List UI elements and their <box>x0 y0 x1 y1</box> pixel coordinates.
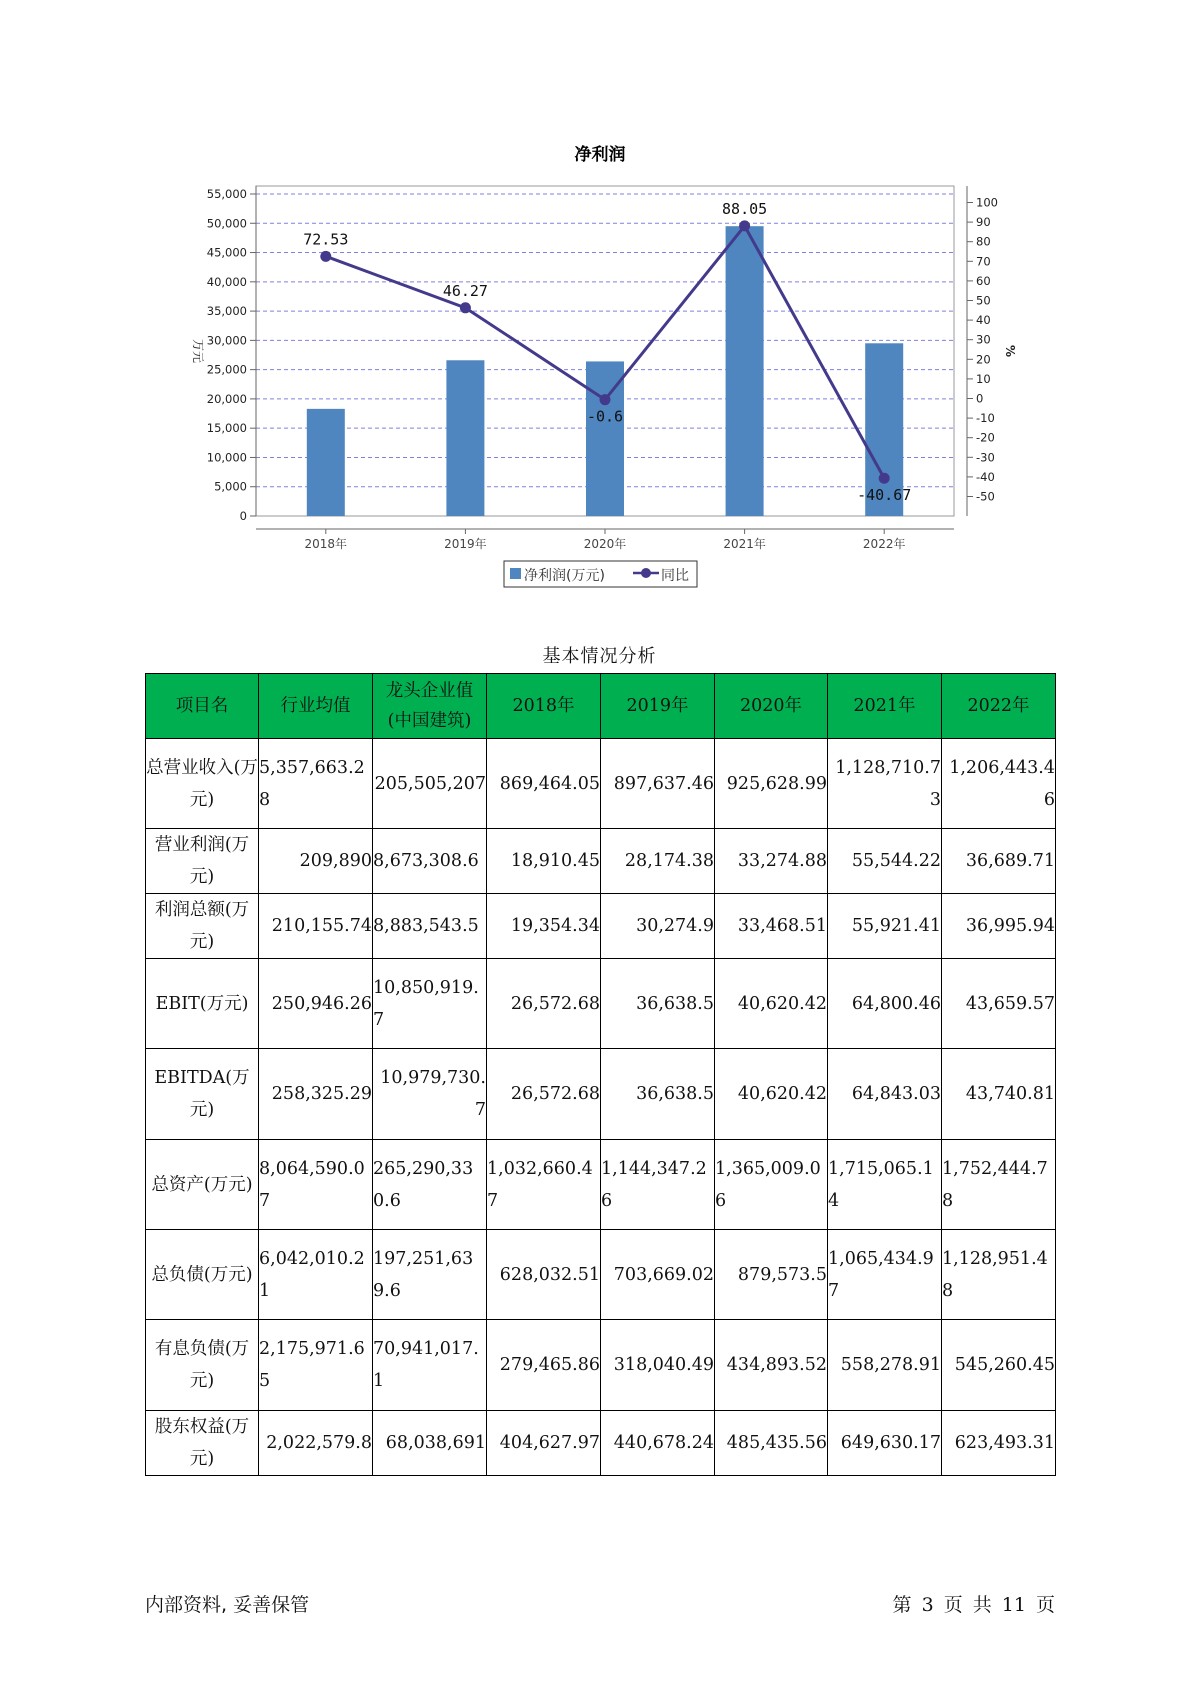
row-value-cell: 40,620.42 <box>715 1049 828 1140</box>
row-value-cell: 40,620.42 <box>715 959 828 1049</box>
row-value-cell: 19,354.34 <box>487 894 601 959</box>
x-tick-label: 2021年 <box>723 537 766 551</box>
row-item-name: 总负债(万元) <box>146 1230 259 1320</box>
row-item-name: 总营业收入(万元) <box>146 739 259 829</box>
net-profit-chart <box>0 0 1191 600</box>
row-item-name: EBITDA(万元) <box>146 1049 259 1140</box>
row-value-cell: 2,175,971.65 <box>259 1320 373 1411</box>
bar-2021年 <box>726 226 764 516</box>
table-row <box>146 1140 1056 1230</box>
table-row <box>146 1049 1056 1140</box>
row-value-cell: 628,032.51 <box>487 1230 601 1320</box>
row-value-cell: 33,468.51 <box>715 894 828 959</box>
y-tick-label: 0 <box>239 509 247 523</box>
row-value-cell: 64,843.03 <box>828 1049 942 1140</box>
y-tick-label: 55,000 <box>206 187 247 201</box>
legend-line-label: 同比 <box>661 568 689 584</box>
y2-tick-label: 10 <box>976 371 991 386</box>
yoy-point-2019年 <box>460 302 471 313</box>
footer-page-number: 第 3 页 共 11 页 <box>892 1594 1055 1616</box>
y2-tick-label: 30 <box>976 332 991 347</box>
header-leader-line2: (中国建筑) <box>387 711 472 731</box>
row-value-cell: 440,678.24 <box>601 1411 715 1476</box>
header-industry-avg: 行业均值 <box>259 674 373 739</box>
y-tick-label: 20,000 <box>206 391 247 406</box>
table-row <box>146 1320 1056 1411</box>
x-tick-label: 2018年 <box>304 537 348 551</box>
yoy-data-label: -40.67 <box>857 486 912 505</box>
yoy-point-2020年 <box>600 394 611 405</box>
header-2022: 2022年 <box>942 674 1056 739</box>
row-item-name: 利润总额(万元) <box>146 894 259 959</box>
y2-tick-label: 60 <box>976 273 991 288</box>
row-value-cell: 68,038,691 <box>373 1411 487 1476</box>
bar-2019年 <box>446 360 484 516</box>
header-leader-value <box>373 674 487 739</box>
row-value-cell: 925,628.99 <box>715 739 828 829</box>
row-value-cell: 404,627.97 <box>487 1411 601 1476</box>
row-value-cell: 43,659.57 <box>942 959 1056 1049</box>
row-value-cell: 36,638.5 <box>601 959 715 1049</box>
table-row <box>146 894 1056 959</box>
row-value-cell: 5,357,663.28 <box>259 739 373 829</box>
row-value-cell: 1,128,951.48 <box>942 1230 1056 1320</box>
x-tick-label: 2022年 <box>862 537 906 551</box>
row-value-cell: 265,290,330.6 <box>373 1140 487 1230</box>
row-value-cell: 897,637.46 <box>601 739 715 829</box>
y-tick-label: 30,000 <box>206 333 247 348</box>
y2-tick-label: -30 <box>976 450 995 465</box>
row-item-name: 总资产(万元) <box>146 1140 259 1230</box>
y2-axis-title: % <box>1003 344 1017 358</box>
y-tick-label: 50,000 <box>206 216 247 231</box>
row-value-cell: 18,910.45 <box>487 829 601 894</box>
row-value-cell: 209,890 <box>259 829 373 894</box>
row-item-name: 营业利润(万元) <box>146 829 259 894</box>
table-row <box>146 959 1056 1049</box>
table-row <box>146 1411 1056 1476</box>
header-item-name: 项目名 <box>146 674 259 739</box>
row-value-cell: 649,630.17 <box>828 1411 942 1476</box>
legend-bar-swatch <box>510 568 521 579</box>
row-value-cell: 10,979,730.7 <box>373 1049 487 1140</box>
y2-tick-label: 90 <box>976 215 991 230</box>
row-value-cell: 26,572.68 <box>487 959 601 1049</box>
row-value-cell: 1,715,065.14 <box>828 1140 942 1230</box>
y2-tick-label: 100 <box>976 195 998 210</box>
y-tick-label: 40,000 <box>206 274 247 289</box>
bar-series <box>307 226 903 516</box>
y-tick-label: 10,000 <box>206 450 247 465</box>
row-value-cell: 2,022,579.8 <box>259 1411 373 1476</box>
y2-tick-label: 20 <box>976 352 991 367</box>
row-value-cell: 879,573.5 <box>715 1230 828 1320</box>
row-value-cell: 10,850,919.7 <box>373 959 487 1049</box>
header-2018: 2018年 <box>487 674 601 739</box>
x-tick-label: 2020年 <box>583 537 627 551</box>
row-value-cell: 30,274.9 <box>601 894 715 959</box>
footer-confidential-note: 内部资料, 妥善保管 <box>145 1594 310 1616</box>
row-value-cell: 8,673,308.6 <box>373 829 487 894</box>
y2-tick-label: 80 <box>976 234 991 249</box>
row-value-cell: 1,065,434.97 <box>828 1230 942 1320</box>
row-value-cell: 1,144,347.26 <box>601 1140 715 1230</box>
row-value-cell: 26,572.68 <box>487 1049 601 1140</box>
row-value-cell: 55,544.22 <box>828 829 942 894</box>
row-value-cell: 8,883,543.5 <box>373 894 487 959</box>
y2-tick-label: -10 <box>976 411 995 426</box>
table-row <box>146 739 1056 829</box>
row-value-cell: 623,493.31 <box>942 1411 1056 1476</box>
y-tick-label: 45,000 <box>206 245 247 260</box>
basic-analysis-table <box>145 673 1056 1476</box>
left-y-axis <box>207 186 256 523</box>
row-value-cell: 279,465.86 <box>487 1320 601 1411</box>
row-value-cell: 197,251,639.6 <box>373 1230 487 1320</box>
y-tick-label: 5,000 <box>214 479 247 494</box>
row-value-cell: 36,995.94 <box>942 894 1056 959</box>
y2-tick-label: 70 <box>976 254 991 269</box>
row-value-cell: 250,946.26 <box>259 959 373 1049</box>
row-value-cell: 545,260.45 <box>942 1320 1056 1411</box>
legend-line-marker <box>641 568 651 578</box>
yoy-data-label: 46.27 <box>442 281 488 300</box>
row-value-cell: 205,505,207 <box>373 739 487 829</box>
row-value-cell: 210,155.74 <box>259 894 373 959</box>
row-value-cell: 1,128,710.73 <box>828 739 942 829</box>
row-value-cell: 1,032,660.47 <box>487 1140 601 1230</box>
yoy-point-2022年 <box>879 473 890 484</box>
header-2021: 2021年 <box>828 674 942 739</box>
row-value-cell: 1,206,443.46 <box>942 739 1056 829</box>
row-value-cell: 703,669.02 <box>601 1230 715 1320</box>
x-axis <box>256 529 954 551</box>
row-value-cell: 869,464.05 <box>487 739 601 829</box>
row-value-cell: 28,174.38 <box>601 829 715 894</box>
y2-tick-label: 0 <box>976 391 984 406</box>
table-row <box>146 829 1056 894</box>
yoy-data-label: 88.05 <box>722 199 768 218</box>
row-value-cell: 6,042,010.21 <box>259 1230 373 1320</box>
yoy-data-label: -0.6 <box>586 407 624 426</box>
row-value-cell: 70,941,017.1 <box>373 1320 487 1411</box>
legend-bar-label: 净利润(万元) <box>524 568 605 584</box>
row-value-cell: 1,752,444.78 <box>942 1140 1056 1230</box>
header-2019: 2019年 <box>601 674 715 739</box>
row-value-cell: 8,064,590.07 <box>259 1140 373 1230</box>
row-value-cell: 64,800.46 <box>828 959 942 1049</box>
row-value-cell: 43,740.81 <box>942 1049 1056 1140</box>
y2-tick-label: 50 <box>976 293 991 308</box>
row-value-cell: 258,325.29 <box>259 1049 373 1140</box>
x-tick-label: 2019年 <box>444 537 487 551</box>
y2-tick-label: -40 <box>976 469 995 484</box>
row-value-cell: 485,435.56 <box>715 1411 828 1476</box>
row-value-cell: 558,278.91 <box>828 1320 942 1411</box>
y2-tick-label: -20 <box>976 430 995 445</box>
row-item-name: 股东权益(万元) <box>146 1411 259 1476</box>
row-value-cell: 33,274.88 <box>715 829 828 894</box>
legend <box>504 561 697 587</box>
y-axis-title: 万元 <box>191 338 205 364</box>
y-tick-label: 35,000 <box>206 304 247 319</box>
header-leader-line1: 龙头企业值 <box>385 681 474 701</box>
y2-tick-label: 40 <box>976 313 991 328</box>
y-tick-label: 25,000 <box>206 362 247 377</box>
y2-tick-label: -50 <box>976 489 995 504</box>
header-2020: 2020年 <box>715 674 828 739</box>
yoy-point-2018年 <box>320 251 331 262</box>
table-caption: 基本情况分析 <box>542 646 657 667</box>
y-tick-label: 15,000 <box>206 421 247 436</box>
row-item-name: EBIT(万元) <box>146 959 259 1049</box>
row-item-name: 有息负债(万元) <box>146 1320 259 1411</box>
bar-2018年 <box>307 409 345 516</box>
row-value-cell: 36,689.71 <box>942 829 1056 894</box>
table-header-row <box>146 674 1056 739</box>
row-value-cell: 55,921.41 <box>828 894 942 959</box>
row-value-cell: 318,040.49 <box>601 1320 715 1411</box>
row-value-cell: 434,893.52 <box>715 1320 828 1411</box>
table-row <box>146 1230 1056 1320</box>
row-value-cell: 1,365,009.06 <box>715 1140 828 1230</box>
row-value-cell: 36,638.5 <box>601 1049 715 1140</box>
right-y-axis <box>967 186 998 516</box>
chart-title: 净利润 <box>574 145 626 165</box>
yoy-point-2021年 <box>739 220 750 231</box>
yoy-data-label: 72.53 <box>303 230 349 249</box>
